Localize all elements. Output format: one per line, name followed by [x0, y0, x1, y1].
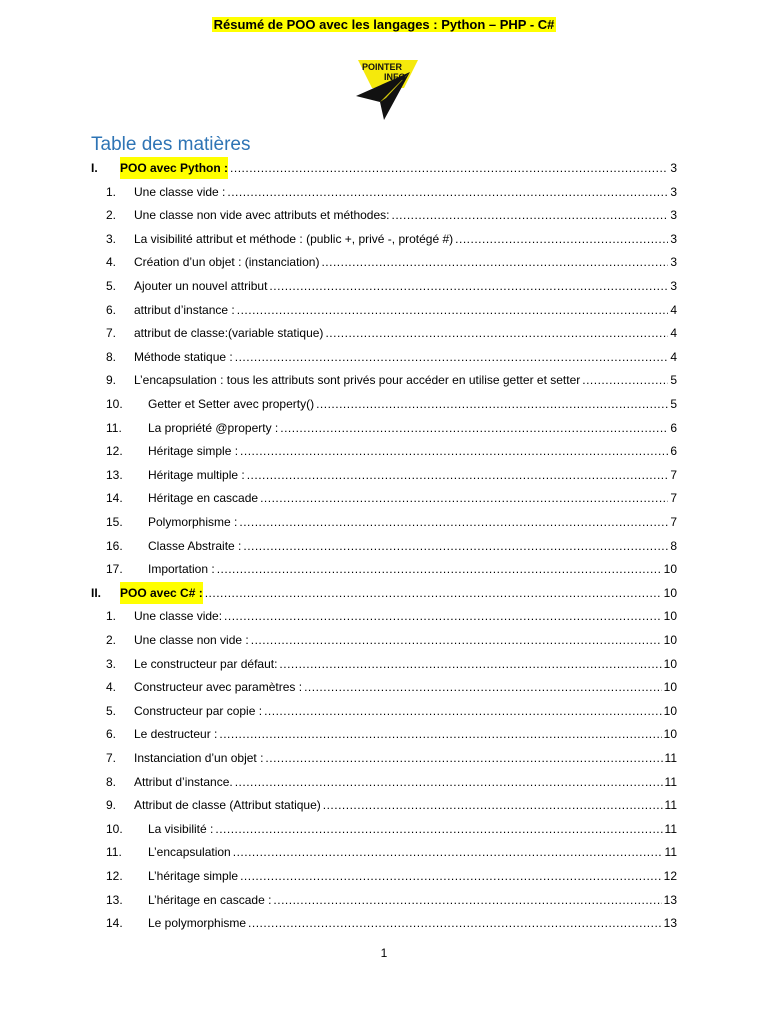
toc-entry-title[interactable]: Une classe non vide : — [134, 633, 249, 647]
toc-dot-leader — [237, 299, 669, 321]
toc-heading: Table des matières — [91, 134, 251, 155]
toc-dot-leader — [235, 771, 663, 793]
toc-entry-page: 13 — [663, 916, 677, 931]
toc-entry-page: 11 — [664, 821, 677, 836]
toc-entry-title[interactable]: Le destructeur : — [134, 727, 218, 742]
toc-entry-title[interactable]: Importation : — [148, 562, 215, 577]
toc-entry-line — [134, 251, 677, 273]
toc-entry-page: 7 — [670, 467, 677, 482]
toc-entry-title[interactable]: Getter et Setter avec property() — [148, 397, 315, 411]
toc-entry-line — [134, 794, 677, 816]
document-title — [0, 16, 768, 34]
toc-entry-line — [148, 818, 677, 840]
toc-entry-page: 12 — [663, 869, 677, 883]
toc-entry-title[interactable]: POO avec C# : — [120, 582, 203, 604]
toc-entry-line — [134, 605, 677, 627]
toc-entry-number: 4. — [106, 255, 117, 270]
toc-dot-leader — [260, 487, 668, 509]
toc-entry-title[interactable]: Une classe vide : — [134, 184, 226, 199]
toc-entry-title[interactable]: POO avec Python : — [120, 157, 228, 179]
toc-entry-number: 2. — [106, 633, 117, 647]
toc-entry-title[interactable]: Création d’un objet : (instanciation) — [134, 255, 320, 270]
toc-dot-leader — [240, 440, 668, 462]
toc-entry-row[interactable] — [0, 251, 768, 273]
toc-entry-line — [134, 747, 677, 769]
toc-section-row[interactable] — [0, 582, 768, 604]
toc-dot-leader — [455, 228, 668, 250]
toc-entry-page: 10 — [663, 680, 677, 695]
toc-entry-line — [120, 157, 677, 179]
toc-entry-number: 3. — [106, 231, 117, 246]
toc-entry-number: 13. — [106, 892, 123, 907]
toc-entry-page: 4 — [670, 326, 677, 341]
toc-entry-title[interactable]: attribut de classe:(variable statique) — [134, 326, 324, 341]
toc-entry-title[interactable]: Constructeur par copie : — [134, 703, 263, 718]
toc-entry-number: I. — [91, 161, 98, 175]
toc-entry-page: 10 — [663, 633, 677, 647]
toc-entry-number: 2. — [106, 208, 117, 223]
toc-entry-line — [134, 346, 677, 368]
toc-entry-page: 7 — [670, 515, 677, 529]
toc-dot-leader — [233, 841, 663, 863]
toc-entry-line — [148, 841, 677, 863]
toc-entry-row[interactable] — [0, 700, 768, 722]
toc-entry-number: 10. — [106, 397, 123, 411]
toc-entry-number: 8. — [106, 774, 117, 789]
toc-entry-line — [148, 487, 677, 509]
toc-entry-row[interactable] — [0, 676, 768, 698]
toc-entry-number: 6. — [106, 302, 117, 317]
toc-entry-number: 16. — [106, 538, 123, 553]
toc-entry-number: 12. — [106, 869, 123, 883]
toc-entry-number: II. — [91, 585, 102, 600]
toc-entry-number: 7. — [106, 326, 117, 341]
toc-dot-leader — [230, 157, 668, 179]
toc-entry-page: 3 — [670, 279, 677, 293]
toc-dot-leader — [264, 700, 662, 722]
toc-entry-number: 14. — [106, 491, 123, 506]
toc-entry-line — [148, 440, 677, 462]
toc-entry-line — [120, 582, 677, 604]
toc-entry-title[interactable]: Le constructeur par défaut: — [134, 656, 278, 671]
toc-entry-number: 6. — [106, 727, 117, 742]
toc-entry-number: 11. — [106, 845, 122, 860]
toc-entry-line — [148, 535, 677, 557]
toc-entry-page: 10 — [663, 703, 677, 718]
toc-entry-row[interactable] — [0, 535, 768, 557]
toc-entry-title[interactable]: Attribut de classe (Attribut statique) — [134, 798, 321, 813]
toc-entry-row[interactable] — [0, 629, 768, 651]
toc-entry-page: 3 — [670, 255, 677, 270]
toc-entry-page: 5 — [670, 373, 677, 388]
toc-entry-page: 10 — [663, 562, 677, 577]
pointer-info-logo — [354, 58, 422, 122]
toc-entry-row[interactable] — [0, 605, 768, 627]
toc-entry-page: 11 — [664, 774, 677, 789]
toc-entry-line — [148, 912, 677, 934]
toc-entry-row[interactable] — [0, 181, 768, 203]
toc-dot-leader — [273, 889, 661, 911]
toc-entry-number: 8. — [106, 349, 117, 364]
toc-entry-title[interactable]: Polymorphisme : — [148, 515, 238, 529]
toc-entry-page: 8 — [670, 538, 677, 553]
toc-entry-line — [134, 275, 677, 297]
toc-dot-leader — [321, 251, 668, 273]
toc-entry-row[interactable] — [0, 204, 768, 226]
toc-entry-title[interactable]: L’encapsulation — [148, 845, 231, 860]
toc-entry-row[interactable] — [0, 723, 768, 745]
toc-entry-row[interactable] — [0, 322, 768, 344]
toc-entry-number: 11. — [106, 420, 122, 435]
toc-entry-line — [134, 700, 677, 722]
toc-entry-title[interactable]: L’héritage simple — [148, 869, 239, 883]
toc-entry-page: 10 — [663, 727, 677, 742]
document-title-text: Résumé de POO avec les langages : Python – PHP - C# — [213, 17, 555, 32]
toc-entry-line — [134, 299, 677, 321]
toc-dot-leader — [325, 322, 668, 344]
toc-entry-row[interactable] — [0, 558, 768, 580]
toc-entry-row[interactable] — [0, 912, 768, 934]
toc-section-row[interactable] — [0, 157, 768, 179]
toc-dot-leader — [219, 723, 661, 745]
toc-entry-row[interactable] — [0, 841, 768, 863]
toc-entry-line — [148, 889, 677, 911]
toc-dot-leader — [240, 865, 662, 887]
toc-entry-page: 4 — [670, 302, 677, 317]
toc-entry-line — [134, 723, 677, 745]
logo-text-line3: INFO — [384, 72, 406, 82]
toc-entry-title[interactable]: La visibilité : — [148, 821, 214, 836]
toc-dot-leader — [269, 275, 668, 297]
toc-entry-number: 1. — [106, 184, 117, 199]
toc-entry-page: 3 — [670, 161, 677, 175]
toc-entry-page: 6 — [670, 420, 677, 435]
toc-entry-row[interactable] — [0, 865, 768, 887]
toc-dot-leader — [304, 676, 662, 698]
toc-entry-row[interactable] — [0, 464, 768, 486]
toc-entry-title[interactable]: Le polymorphisme — [148, 916, 247, 931]
toc-entry-number: 14. — [106, 916, 123, 931]
toc-entry-page: 13 — [663, 892, 677, 907]
toc-entry-number: 12. — [106, 444, 123, 459]
toc-entry-number: 9. — [106, 798, 117, 813]
toc-dot-leader — [243, 535, 668, 557]
toc-entry-line — [134, 771, 677, 793]
toc-entry-title[interactable]: attribut d’instance : — [134, 302, 235, 317]
toc-entry-number: 17. — [106, 562, 123, 577]
toc-entry-number: 3. — [106, 656, 117, 671]
toc-entry-title[interactable]: L’héritage en cascade : — [148, 892, 272, 907]
toc-entry-row[interactable] — [0, 369, 768, 391]
toc-entry-page: 11 — [664, 798, 677, 813]
toc-entry-row[interactable] — [0, 747, 768, 769]
toc-entry-line — [148, 558, 677, 580]
page-number: 1 — [380, 946, 388, 960]
toc-entry-row[interactable] — [0, 818, 768, 840]
toc-entry-row[interactable] — [0, 346, 768, 368]
toc-entry-page: 11 — [664, 751, 677, 765]
toc-entry-number: 4. — [106, 680, 117, 695]
toc-entry-page: 11 — [664, 845, 677, 860]
toc-entry-number: 1. — [106, 609, 117, 624]
toc-entry-page: 6 — [670, 444, 677, 459]
toc-dot-leader — [205, 582, 662, 604]
toc-entry-title[interactable]: Attribut d’instance. — [134, 774, 233, 789]
toc-entry-title[interactable]: Ajouter un nouvel attribut — [134, 279, 268, 293]
toc-entry-number: 9. — [106, 373, 117, 388]
toc-entry-title[interactable]: Constructeur avec paramètres : — [134, 680, 303, 695]
toc-entry-number: 13. — [106, 467, 123, 482]
toc-dot-leader — [239, 511, 668, 533]
toc-dot-leader — [248, 912, 662, 934]
toc-entry-row[interactable] — [0, 889, 768, 911]
toc-entry-page: 3 — [670, 231, 677, 246]
toc-entry-page: 3 — [670, 184, 677, 199]
toc-dot-leader — [215, 818, 662, 840]
toc-entry-page: 5 — [670, 397, 677, 411]
toc-entry-line — [148, 393, 677, 415]
toc-entry-line — [134, 322, 677, 344]
logo-text-line1: POIN — [362, 62, 385, 72]
toc-entry-row[interactable] — [0, 487, 768, 509]
toc-entry-row[interactable] — [0, 393, 768, 415]
toc-entry-line — [134, 629, 677, 651]
toc-dot-leader — [224, 605, 662, 627]
toc-dot-leader — [227, 181, 668, 203]
toc-entry-page: 10 — [663, 609, 677, 624]
toc-entry-page: 7 — [670, 491, 677, 506]
toc-entry-number: 15. — [106, 515, 123, 529]
toc-entry-title[interactable]: Instanciation d’un objet : — [134, 751, 264, 765]
toc-entry-number: 5. — [106, 703, 117, 718]
toc-entry-line — [134, 181, 677, 203]
toc-entry-number: 10. — [106, 821, 123, 836]
toc-entry-title[interactable]: Méthode statique : — [134, 349, 233, 364]
toc-dot-leader — [265, 747, 662, 769]
toc-dot-leader — [279, 653, 661, 675]
logo-text-line2: TER — [384, 62, 402, 72]
toc-entry-row[interactable] — [0, 228, 768, 250]
toc-entry-page: 3 — [670, 208, 677, 223]
toc-entry-title[interactable]: Héritage en cascade — [148, 491, 259, 506]
toc-entry-row[interactable] — [0, 440, 768, 462]
toc-entry-page: 10 — [663, 585, 677, 600]
toc-entry-title[interactable]: La visibilité attribut et méthode : (public +, privé -, protégé #) — [134, 231, 454, 246]
toc-entry-page: 4 — [670, 349, 677, 364]
toc-entry-title[interactable]: La propriété @property : — [148, 420, 279, 435]
toc-entry-title[interactable]: Une classe vide: — [134, 609, 223, 624]
toc-dot-leader — [247, 464, 669, 486]
toc-entry-number: 7. — [106, 751, 117, 765]
toc-entry-line — [148, 865, 677, 887]
toc-entry-line — [148, 464, 677, 486]
toc-entry-row[interactable] — [0, 511, 768, 533]
toc-entry-line — [134, 204, 677, 226]
toc-dot-leader — [280, 417, 668, 439]
toc-entry-title[interactable]: Héritage multiple : — [148, 467, 245, 482]
toc-entry-line — [148, 511, 677, 533]
toc-dot-leader — [582, 369, 668, 391]
toc-entry-title[interactable]: Héritage simple : — [148, 444, 239, 459]
toc-entry-row[interactable] — [0, 417, 768, 439]
toc-entry-line — [134, 653, 677, 675]
toc-entry-line — [134, 228, 677, 250]
toc-entry-row[interactable] — [0, 275, 768, 297]
toc-dot-leader — [391, 204, 668, 226]
toc-entry-line — [148, 417, 677, 439]
toc-dot-leader — [251, 629, 662, 651]
toc-entry-line — [134, 676, 677, 698]
toc-entry-page: 10 — [663, 656, 677, 671]
toc-entry-number: 5. — [106, 279, 117, 293]
toc-entry-title[interactable]: L’encapsulation : tous les attributs sont privés pour accéder en utilise getter et setter — [134, 373, 581, 388]
toc-entry-row[interactable] — [0, 771, 768, 793]
toc-entry-title[interactable]: Classe Abstraite : — [148, 538, 242, 553]
toc-dot-leader — [235, 346, 669, 368]
toc-entry-row[interactable] — [0, 299, 768, 321]
toc-entry-line — [134, 369, 677, 391]
toc-entry-row[interactable] — [0, 794, 768, 816]
toc-dot-leader — [323, 794, 663, 816]
toc-dot-leader — [316, 393, 668, 415]
toc-entry-row[interactable] — [0, 653, 768, 675]
toc-dot-leader — [217, 558, 662, 580]
toc-entry-title[interactable]: Une classe non vide avec attributs et méthodes: — [134, 208, 390, 223]
